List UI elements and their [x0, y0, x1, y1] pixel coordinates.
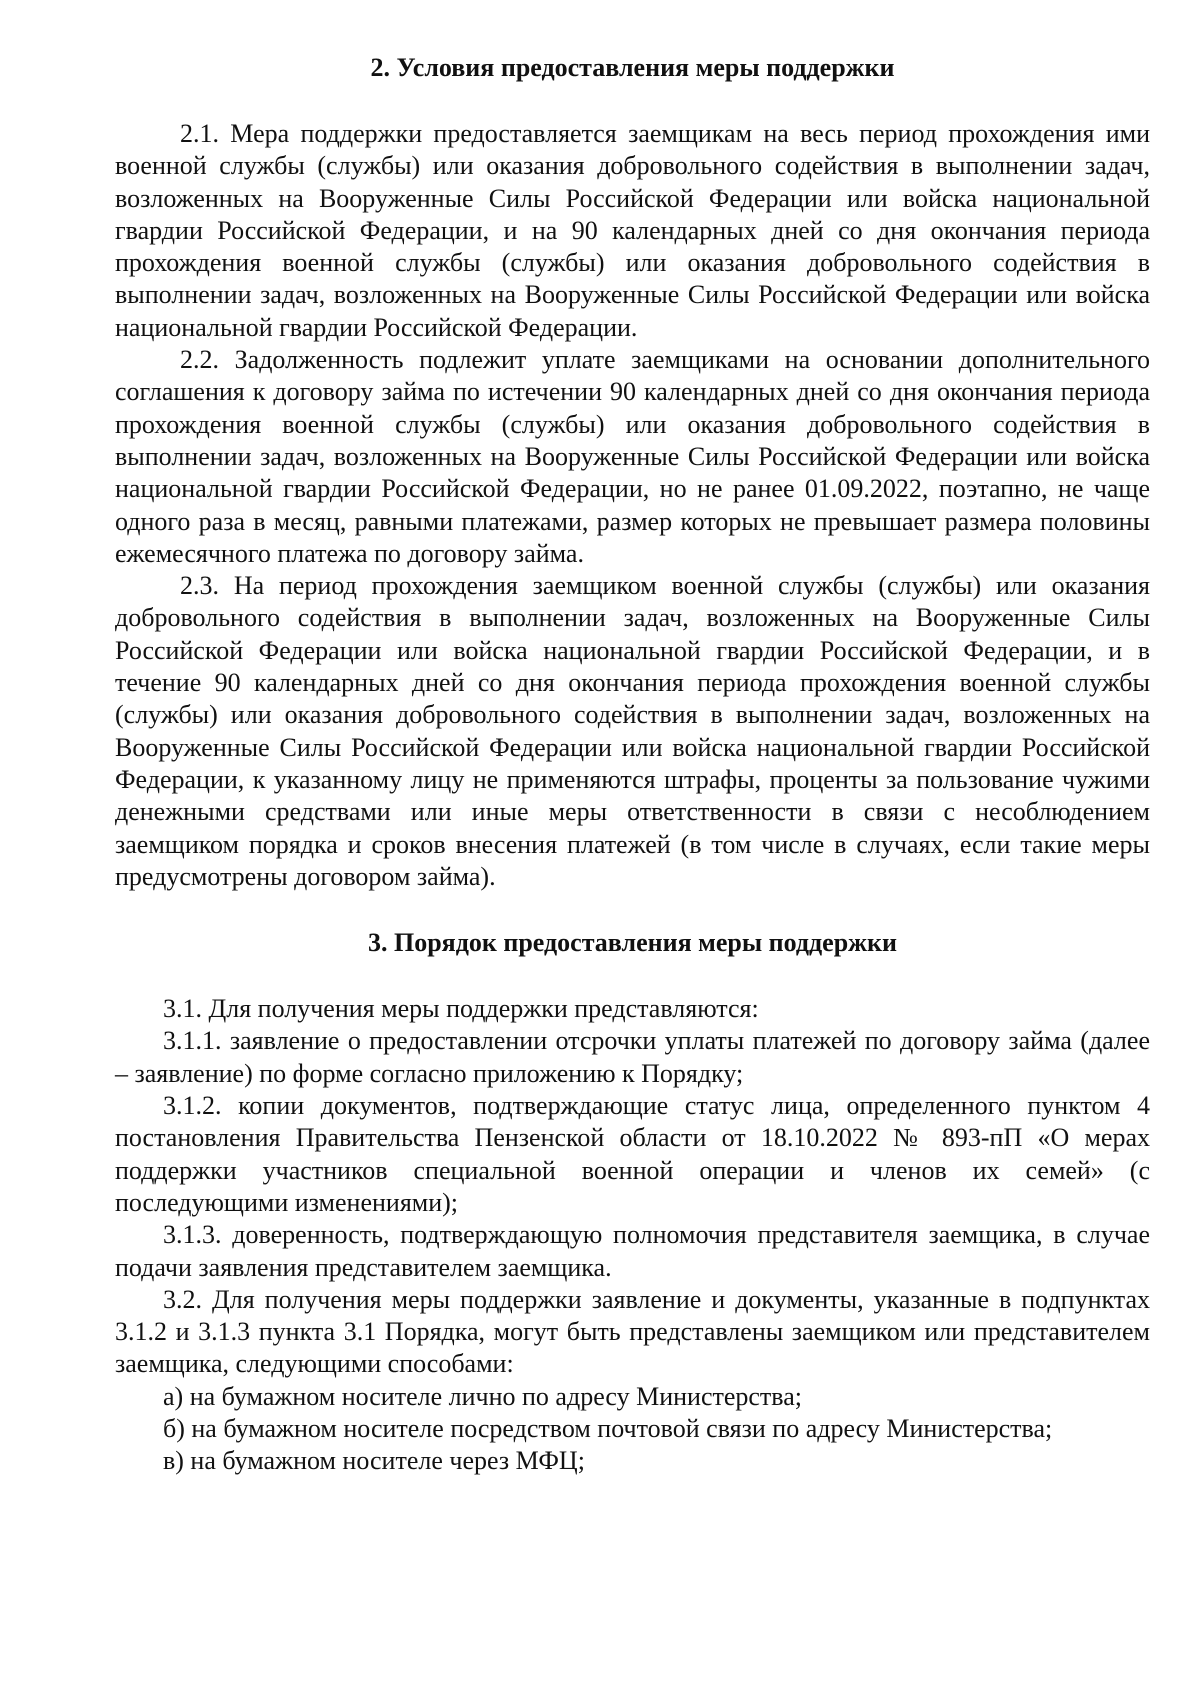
paragraph-3-1-2: 3.1.2. копии документов, подтверждающие статус лица, определенного пунктом 4 постановления Правительства Пензенской области от 18.10.2022 № 893-пП «О мерах поддержки участников специальной военной операции и членов их семей» (с последующими изменениями); [115, 1091, 1150, 1217]
paragraph-3-2: 3.2. Для получения меры поддержки заявление и документы, указанные в подпунктах 3.1.2 и 3.1.3 пункта 3.1 Порядка, могут быть представлены заемщиком или представителем заемщика, следующими способами: [115, 1284, 1150, 1379]
paragraph-2-1: 2.1. Мера поддержки предоставляется заемщикам на весь период прохождения ими военной службы (службы) или оказания добровольного содействия в выполнении задач, возложенных на Вооруженные Силы Российской Федерации или войска национальной гвардии Российской Федерации, и на 90 календарных дней со дня окончания периода прохождения военной службы (службы) или оказания добровольного содействия в выполнении задач, возложенных на Вооруженные Силы Российской Федерации или войска национальной гвардии Российской Федерации. [115, 119, 1150, 342]
paragraph-2-2: 2.2. Задолженность подлежит уплате заемщиками на основании дополнительного соглашения к договору займа по истечении 90 календарных дней со дня окончания периода прохождения военной службы (службы) или оказания добровольного содействия в выполнении задач, возложенных на Вооруженные Силы Российской Федерации или войска национальной гвардии Российской Федерации, но не ранее 01.09.2022, поэтапно, не чаще одного раза в месяц, равными платежами, размер которых не превышает размера половины ежемесячного платежа по договору займа. [115, 345, 1150, 568]
paragraph-3-1: 3.1. Для получения меры поддержки представляются: [163, 994, 759, 1024]
document-page [115, 52, 1150, 1478]
paragraph-3-1-3: 3.1.3. доверенность, подтверждающую полномочия представителя заемщика, в случае подачи заявления представителем заемщика. [115, 1220, 1150, 1282]
list-item-b: б) на бумажном носителе посредством почтовой связи по адресу Министерства; [163, 1413, 1053, 1443]
section-2-heading: 2. Условия предоставления меры поддержки [370, 53, 895, 82]
list-item-a: а) на бумажном носителе лично по адресу Министерства; [163, 1381, 802, 1411]
section-3-heading: 3. Порядок предоставления меры поддержки [367, 928, 897, 958]
paragraph-3-1-1: 3.1.1. заявление о предоставлении отсрочки уплаты платежей по договору займа (далее – заявление) по форме согласно приложению к Порядку; [115, 1026, 1150, 1088]
list-item-v: в) на бумажном носителе через МФЦ; [163, 1446, 585, 1476]
paragraph-2-3: 2.3. На период прохождения заемщиком военной службы (службы) или оказания добровольного содействия в выполнении задач, возложенных на Вооруженные Силы Российской Федерации или войска национальной гвардии Российской Федерации, и в течение 90 календарных дней со дня окончания периода прохождения военной службы (службы) или оказания добровольного содействия в выполнении задач, возложенных на Вооруженные Силы Российской Федерации или войска национальной гвардии Российской Федерации, к указанному лицу не применяются штрафы, проценты за пользование чужими денежными средствами или иные меры ответственности в связи с несоблюдением заемщиком порядка и сроков внесения платежей (в том числе в случаях, если такие меры предусмотрены договором займа). [115, 571, 1150, 891]
